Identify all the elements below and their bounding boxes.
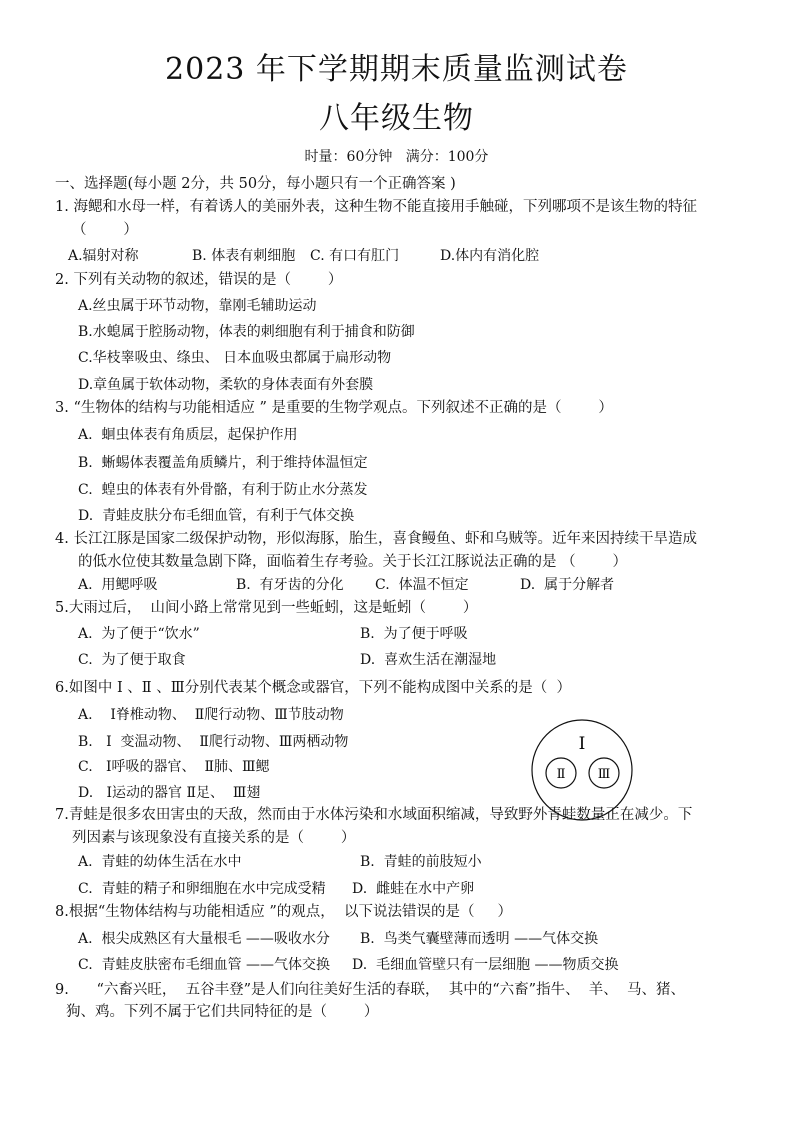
q1-stem-line1: 1. 海鳃和水母一样，有着诱人的美丽外表，这种生物不能直接用手触碰，下列哪项不是该生物的特征 — [55, 199, 697, 215]
q8-option-d: D. 毛细血管壁只有一层细胞 ——物质交换 — [352, 957, 619, 973]
q1-stem-line2: （ ） — [72, 222, 138, 238]
q4-option-b: B. 有牙齿的分化 — [236, 577, 344, 593]
q7-stem-line1: 7.青蛙是很多农田害虫的天敌，然而由于水体污染和水域面积缩减，导致野外青蛙数量正在减少。下 — [55, 807, 693, 823]
q6-option-d: D. Ⅰ运动的器官 Ⅱ足、 Ⅲ翅 — [78, 785, 261, 801]
q6-option-b: B. Ⅰ 变温动物、 Ⅱ爬行动物、Ⅲ两栖动物 — [78, 734, 349, 750]
diagram-label-right: Ⅲ — [597, 767, 611, 782]
q1-option-a: A.辐射对称 — [68, 248, 139, 264]
q4-stem-line2: 的低水位使其数量急剧下降，面临着生存考验。关于长江江豚说法正确的是 （ ） — [78, 554, 627, 570]
q7-option-c: C. 青蛙的精子和卵细胞在水中完成受精 — [78, 881, 326, 897]
q7-stem-line2: 列因素与该现象没有直接关系的是（ ） — [72, 830, 356, 846]
page-title: 2023 年下学期期末质量监测试卷 — [165, 52, 628, 87]
q8-option-b: B. 鸟类气囊壁薄而透明 ——气体交换 — [360, 931, 599, 947]
q2-option-c: C.华枝睾吸虫、绦虫、 日本血吸虫都属于扁形动物 — [78, 350, 392, 366]
q1-option-b: B. 体表有刺细胞 — [192, 248, 296, 264]
q1-option-c: C. 有口有肛门 — [310, 248, 400, 264]
q2-option-d: D.章鱼属于软体动物，柔软的身体表面有外套膜 — [78, 377, 374, 393]
q4-stem-line1: 4. 长江江豚是国家二级保护动物，形似海豚，胎生，喜食鳗鱼、虾和乌贼等。近年来因持续干旱造成 — [55, 531, 697, 547]
diagram-label-left: Ⅱ — [556, 767, 566, 782]
q7-option-b: B. 青蛙的前肢短小 — [360, 854, 482, 870]
q8-option-c: C. 青蛙皮肤密布毛细血管 ——气体交换 — [78, 957, 331, 973]
q2-stem: 2. 下列有关动物的叙述，错误的是（ ） — [55, 272, 343, 288]
page-subtitle: 八年级生物 — [319, 101, 474, 136]
q4-option-c: C. 体温不恒定 — [375, 577, 469, 593]
exam-meta: 时量：60分钟 满分：100分 — [304, 149, 489, 165]
q3-option-b: B. 蜥蜴体表覆盖角质鳞片，利于维持体温恒定 — [78, 455, 368, 471]
q4-option-a: A. 用鳃呼吸 — [78, 577, 158, 593]
q1-option-d: D.体内有消化腔 — [440, 248, 540, 264]
diagram-label-outer: Ⅰ — [578, 734, 586, 754]
q5-stem: 5.大雨过后， 山间小路上常常见到一些蚯蚓，这是蚯蚓（ ） — [55, 600, 478, 616]
section-heading: 一、选择题(每小题 2分，共 50分，每小题只有一个正确答案 ) — [55, 176, 456, 192]
q5-option-c: C. 为了便于取食 — [78, 652, 186, 668]
q6-stem: 6.如图中 Ⅰ 、Ⅱ 、Ⅲ分别代表某个概念或器官，下列不能构成图中关系的是（ ） — [55, 680, 571, 696]
q2-option-b: B.水螅属于腔肠动物，体表的刺细胞有利于捕食和防御 — [78, 324, 415, 340]
q6-option-a: A. Ⅰ脊椎动物、 Ⅱ爬行动物、Ⅲ节肢动物 — [78, 707, 344, 723]
q8-option-a: A. 根尖成熟区有大量根毛 ——吸收水分 — [78, 931, 330, 947]
q9-stem-line1: 9. “六畜兴旺， 五谷丰登”是人们向往美好生活的春联， 其中的“六畜”指牛、 羊、 马、猪、 — [55, 982, 686, 998]
q4-option-d: D. 属于分解者 — [520, 577, 615, 593]
q9-stem-line2: 狗、鸡。下列不属于它们共同特征的是（ ） — [66, 1004, 379, 1020]
q5-option-b: B. 为了便于呼吸 — [360, 626, 468, 642]
q5-option-d: D. 喜欢生活在潮湿地 — [360, 652, 497, 668]
q2-option-a: A.丝虫属于环节动物，靠刚毛辅助运动 — [78, 298, 317, 314]
q7-option-a: A. 青蛙的幼体生活在水中 — [78, 854, 242, 870]
q5-option-a: A. 为了便于“饮水” — [78, 626, 200, 642]
q6-option-c: C. Ⅰ呼吸的器官、 Ⅱ肺、Ⅲ鳃 — [78, 759, 270, 775]
q3-stem: 3. “生物体的结构与功能相适应 ” 是重要的生物学观点。下列叙述不正确的是（ ） — [55, 400, 613, 416]
q3-option-c: C. 蝗虫的体表有外骨骼，有利于防止水分蒸发 — [78, 482, 368, 498]
q8-stem: 8.根据“生物体结构与功能相适应 ”的观点， 以下说法错误的是（ ） — [55, 904, 513, 920]
q3-option-d: D. 青蛙皮肤分布毛细血管，有利于气体交换 — [78, 508, 355, 524]
q7-option-d: D. 雌蛙在水中产卵 — [352, 881, 475, 897]
q3-option-a: A. 蛔虫体表有角质层，起保护作用 — [78, 427, 298, 443]
